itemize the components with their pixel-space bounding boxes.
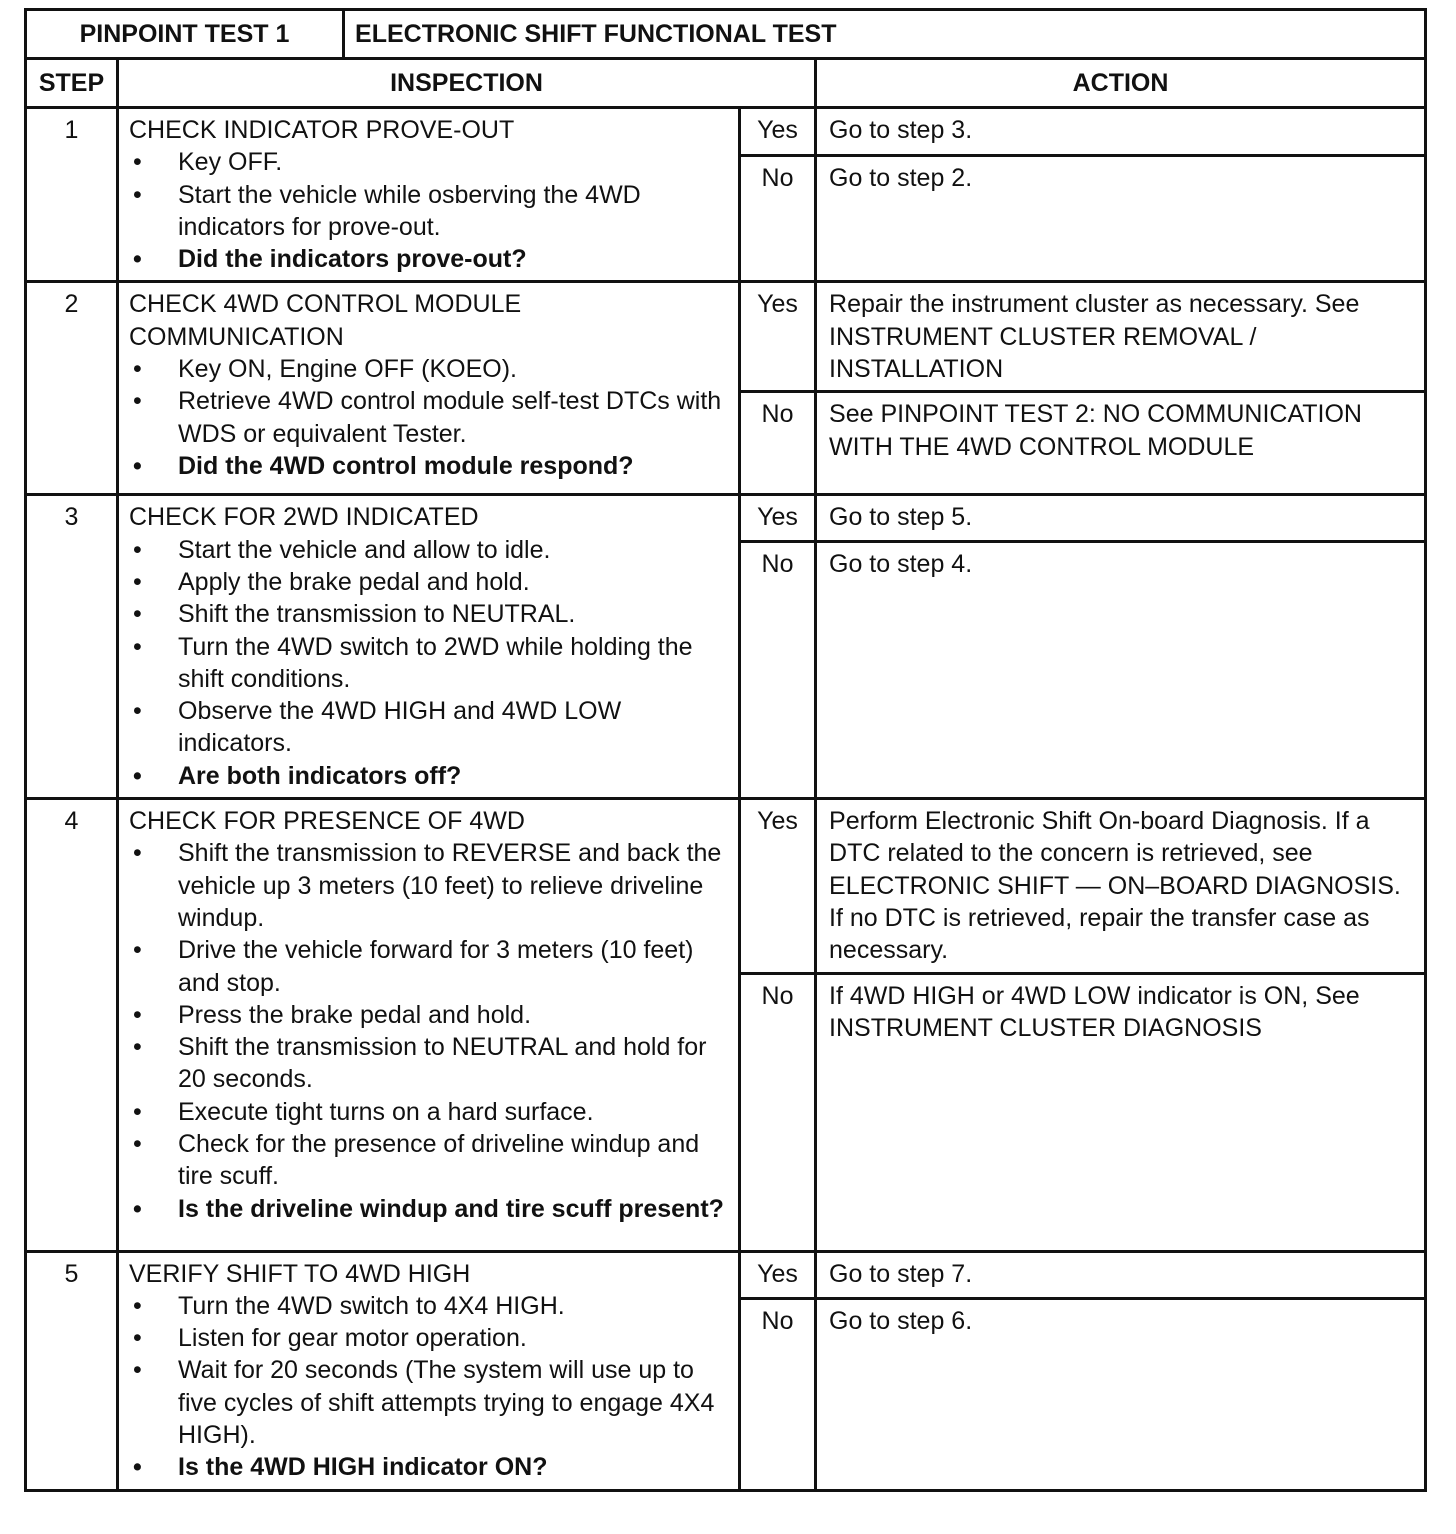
step-number: 1 [26, 108, 118, 282]
inspection-heading: CHECK FOR 2WD INDICATED [129, 503, 479, 532]
no-action: See PINPOINT TEST 2: NO COMMUNICATION WITH THE 4WD CONTROL MODULE [816, 392, 1426, 495]
no-action: If 4WD HIGH or 4WD LOW indicator is ON, See INSTRUMENT CLUSTER DIAGNOSIS [816, 973, 1426, 1251]
yes-label: Yes [740, 799, 816, 973]
list-item: • Observe the 4WD HIGH and 4WD LOW indicators. [129, 695, 728, 760]
step-number: 4 [26, 799, 118, 1251]
inspection-cell [118, 282, 740, 495]
no-action: Go to step 6. [816, 1299, 1426, 1490]
inspection-bullet-list [129, 534, 728, 792]
yes-label: Yes [740, 495, 816, 542]
table-row [26, 1251, 1426, 1299]
step-number: 5 [26, 1251, 118, 1490]
step-number: 2 [26, 282, 118, 495]
inspection-cell [118, 1251, 740, 1490]
list-item: • Execute tight turns on a hard surface. [129, 1096, 728, 1128]
column-header-row [26, 59, 1426, 108]
yes-action: Repair the instrument cluster as necessary. See INSTRUMENT CLUSTER REMOVAL / INSTALLATION [816, 282, 1426, 392]
yes-action: Go to step 5. [816, 495, 1426, 542]
table-row [26, 495, 1426, 542]
inspection-heading: VERIFY SHIFT TO 4WD HIGH [129, 1259, 471, 1288]
inspection-cell [118, 799, 740, 1251]
no-action: Go to step 4. [816, 541, 1426, 798]
list-item: • Wait for 20 seconds (The system will use up to five cycles of shift attempts trying to engage 4X4 HIGH). [129, 1354, 728, 1451]
yes-label: Yes [740, 108, 816, 156]
inspection-heading: CHECK 4WD CONTROL MODULE COMMUNICATION [129, 290, 522, 351]
inspection-bullet-list [129, 837, 728, 1225]
inspection-question: • Did the indicators prove-out? [129, 243, 728, 275]
inspection-bullet-list [129, 1290, 728, 1484]
action-column-header: ACTION [816, 59, 1426, 108]
inspection-heading: CHECK FOR PRESENCE OF 4WD [129, 807, 525, 836]
inspection-heading: CHECK INDICATOR PROVE-OUT [129, 116, 515, 144]
list-item: • Listen for gear motor operation. [129, 1322, 728, 1354]
list-item: • Apply the brake pedal and hold. [129, 566, 728, 598]
pinpoint-test-table [24, 8, 1427, 1492]
inspection-question: • Did the 4WD control module respond? [129, 450, 728, 482]
no-action: Go to step 2. [816, 155, 1426, 282]
list-item: • Shift the transmission to NEUTRAL and hold for 20 seconds. [129, 1031, 728, 1096]
no-label: No [740, 973, 816, 1251]
yes-label: Yes [740, 1251, 816, 1299]
inspection-question: • Is the driveline windup and tire scuff present? [129, 1193, 728, 1225]
inspection-cell [118, 495, 740, 799]
title-row [26, 10, 1426, 59]
inspection-question: • Is the 4WD HIGH indicator ON? [129, 1451, 728, 1483]
no-label: No [740, 155, 816, 282]
inspection-question: • Are both indicators off? [129, 760, 728, 792]
yes-action: Go to step 3. [816, 108, 1426, 156]
test-title: ELECTRONIC SHIFT FUNCTIONAL TEST [344, 10, 1426, 59]
step-number: 3 [26, 495, 118, 799]
yes-action: Go to step 7. [816, 1251, 1426, 1299]
list-item: • Shift the transmission to NEUTRAL. [129, 598, 728, 630]
list-item: • Key ON, Engine OFF (KOEO). [129, 353, 728, 385]
no-label: No [740, 1299, 816, 1490]
no-label: No [740, 541, 816, 798]
list-item: • Check for the presence of driveline windup and tire scuff. [129, 1128, 728, 1193]
inspection-bullet-list [129, 353, 728, 482]
list-item: • Shift the transmission to REVERSE and back the vehicle up 3 meters (10 feet) to relieve driveline windup. [129, 837, 728, 934]
inspection-bullet-list [129, 146, 728, 275]
test-id: PINPOINT TEST 1 [26, 10, 344, 59]
list-item: • Key OFF. [129, 146, 728, 178]
list-item: • Start the vehicle while osberving the 4WD indicators for prove-out. [129, 179, 728, 244]
inspection-column-header: INSPECTION [118, 59, 816, 108]
yes-label: Yes [740, 282, 816, 392]
list-item: • Retrieve 4WD control module self-test DTCs with WDS or equivalent Tester. [129, 385, 728, 450]
list-item: • Press the brake pedal and hold. [129, 999, 728, 1031]
step-column-header: STEP [26, 59, 118, 108]
list-item: • Turn the 4WD switch to 4X4 HIGH. [129, 1290, 728, 1322]
table-row [26, 282, 1426, 392]
list-item: • Start the vehicle and allow to idle. [129, 534, 728, 566]
no-label: No [740, 392, 816, 495]
list-item: • Turn the 4WD switch to 2WD while holding the shift conditions. [129, 631, 728, 696]
pinpoint-test-document [24, 8, 1424, 1492]
table-row [26, 799, 1426, 973]
table-row [26, 108, 1426, 156]
yes-action: Perform Electronic Shift On-board Diagnosis. If a DTC related to the concern is retrieved, see ELECTRONIC SHIFT — ON–BOARD DIAGNOSIS. If no DTC is retrieved, repair the transfer case as necessary. [816, 799, 1426, 973]
inspection-cell [118, 108, 740, 282]
list-item: • Drive the vehicle forward for 3 meters (10 feet) and stop. [129, 934, 728, 999]
